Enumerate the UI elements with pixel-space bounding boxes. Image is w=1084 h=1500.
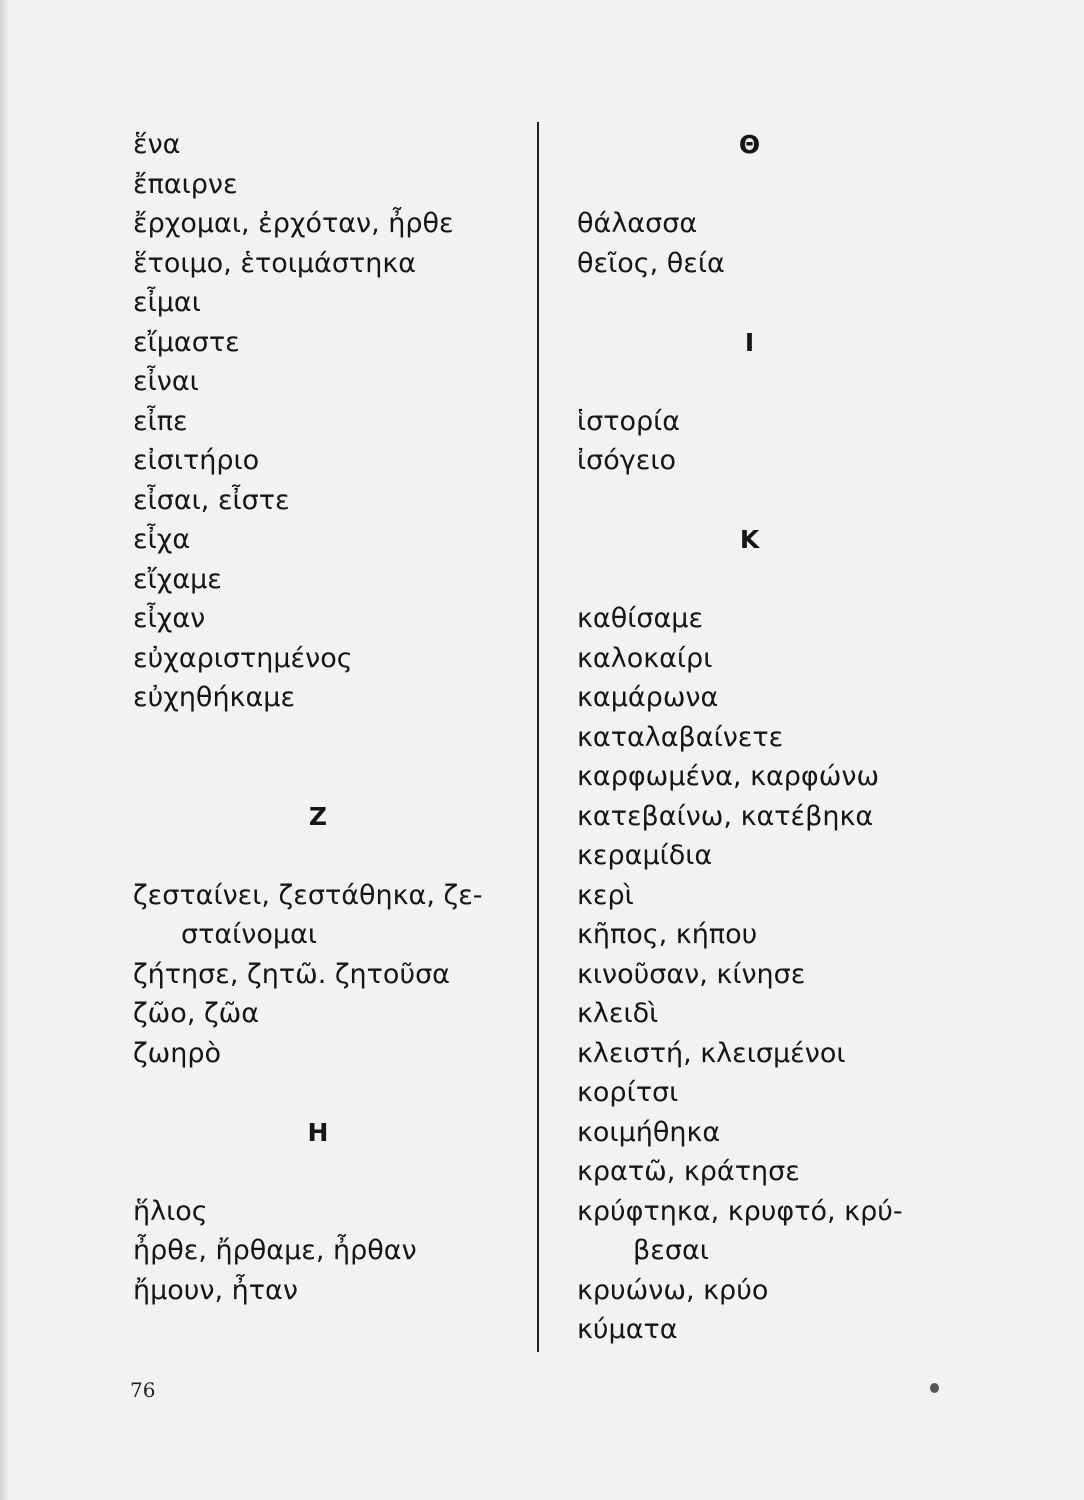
entry: κύματα (577, 1314, 678, 1345)
entry: εἶναι (133, 366, 199, 397)
spacer (577, 560, 997, 600)
entry: εὐχηθήκαμε (133, 682, 296, 713)
entry: ἤμουν, ἦταν (133, 1274, 298, 1306)
letter-heading-z: Z (308, 801, 328, 831)
entry: ζῶο, ζῶα (133, 998, 260, 1029)
entry: ἰσόγειο (577, 445, 676, 476)
spacer (577, 481, 997, 521)
left-column (133, 125, 518, 1310)
entry: ἦρθε, ἤρθαμε, ἦρθαν (133, 1235, 417, 1266)
entry: καμάρωνα (577, 682, 719, 713)
letter-heading-h: H (307, 1117, 329, 1147)
page-number: 76 (130, 1378, 156, 1402)
entry: κινοῦσαν, κίνησε (577, 958, 806, 990)
entry: θεῖος, θεία (577, 247, 725, 279)
entry: εἶμαι (133, 287, 201, 318)
spacer (577, 165, 997, 205)
spacer (133, 836, 518, 876)
spacer (577, 283, 997, 323)
entry: καταλαβαίνετε (577, 721, 784, 753)
entry: ζήτησε, ζητῶ. ζητοῦσα (133, 958, 450, 990)
entry: ζεσταίνει, ζεστάθηκα, ζε- (133, 879, 483, 911)
entry: κοιμήθηκα (577, 1116, 721, 1148)
entry: εὐχαριστημένος (133, 642, 353, 674)
entry: κῆπος, κήπου (577, 919, 758, 950)
spacer (577, 362, 997, 402)
entry: εἶσαι, εἶστε (133, 484, 290, 516)
entry-continuation: σταίνομαι (181, 919, 318, 950)
entry: θάλασσα (577, 208, 698, 239)
entry: ἥλιος (133, 1195, 208, 1227)
entry: καθίσαμε (577, 603, 704, 634)
entry-continuation: βεσαι (633, 1235, 709, 1266)
entry: κλειστή, κλεισμένοι (577, 1037, 846, 1069)
spacer (133, 1073, 518, 1113)
spacer (133, 757, 518, 797)
entry: εἶπε (133, 405, 188, 437)
entry: ἱστορία (577, 405, 681, 437)
entry: εἴμαστε (133, 326, 240, 358)
letter-heading-theta: Θ (738, 130, 761, 159)
right-column (577, 125, 997, 1350)
entry: κορίτσι (577, 1077, 679, 1108)
entry: κρύφτηκα, κρυφτό, κρύ- (577, 1195, 903, 1227)
entry: κρυώνω, κρύο (577, 1274, 769, 1306)
entry: ἕνα (133, 129, 181, 160)
entry: εἶχαν (133, 603, 206, 634)
entry: ἔπαιρνε (133, 168, 238, 200)
ink-speck (930, 1383, 939, 1393)
entry: κρατῶ, κράτησε (577, 1156, 800, 1187)
entry: κεραμίδια (577, 840, 713, 871)
entry: κατεβαίνω, κατέβηκα (577, 800, 874, 832)
spacer (133, 718, 518, 758)
spacer (133, 1152, 518, 1192)
column-divider (537, 122, 539, 1352)
entry: εἰσιτήριο (133, 445, 260, 476)
entry: ἕτοιμο, ἑτοιμάστηκα (133, 247, 417, 279)
entry: καλοκαίρι (577, 642, 713, 674)
entry: κλειδὶ (577, 998, 659, 1029)
entry: εἶχα (133, 524, 191, 555)
entry: ἔρχομαι, ἐρχόταν, ἦρθε (133, 208, 454, 239)
entry: εἴχαμε (133, 563, 222, 595)
page-edge (0, 0, 8, 1500)
entry: κερὶ (577, 879, 634, 911)
letter-heading-k: K (739, 525, 760, 554)
entry: καρφωμένα, καρφώνω (577, 761, 880, 792)
entry: ζωηρὸ (133, 1037, 222, 1069)
letter-heading-i: I (744, 327, 755, 357)
